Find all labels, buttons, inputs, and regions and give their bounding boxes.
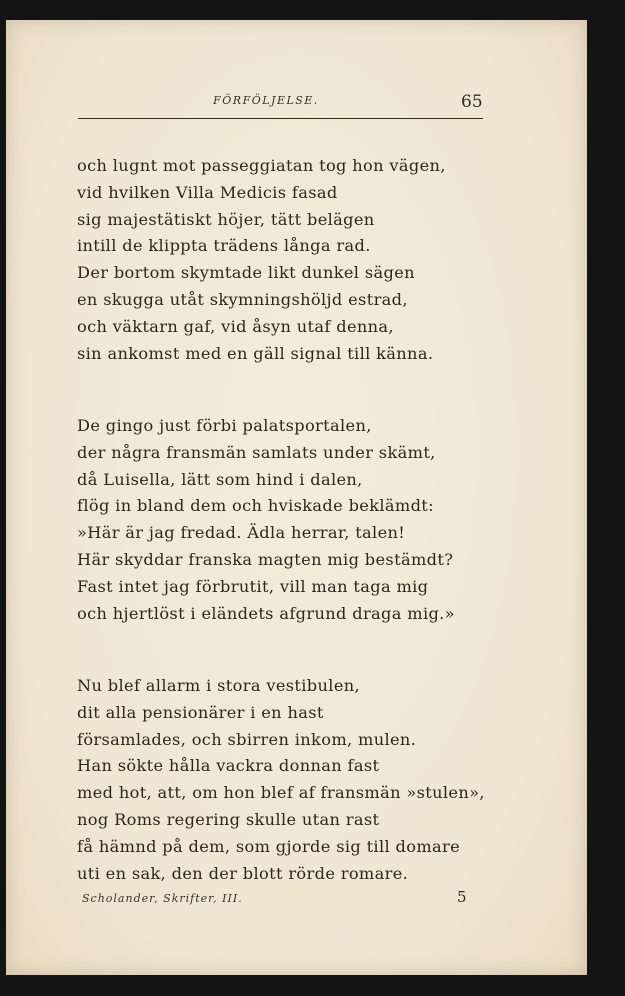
verse-line: sig majestätiskt höjer, tätt belägen (77, 209, 375, 229)
verse-line: Nu blef allarm i stora vestibulen, (77, 676, 361, 695)
verse-line: och lugnt mot passeggiatan tog hon vägen, (77, 156, 446, 175)
verse-line: en skugga utåt skymningshöljd estrad, (77, 289, 408, 309)
footer-signature: Scholander, Skrifter, III. (82, 892, 243, 905)
sheet-signature-mark: 5 (457, 888, 467, 906)
verse-line: Der bortom skymtade likt dunkel sägen (77, 263, 415, 283)
verse-line: sin ankomst med en gäll signal till känna. (77, 343, 434, 363)
verse-line: Här skyddar franska magten mig bestämdt? (77, 549, 454, 569)
stanza-1 (77, 153, 467, 367)
verse-line: församlades, och sbirren inkom, mulen. (77, 729, 417, 749)
running-header-title: FÖRFÖLJELSE. (213, 94, 319, 107)
verse-line: »Här är jag fredad. Ädla herrar, talen! (77, 523, 406, 543)
verse-line: och hjertlöst i eländets afgrund draga mig.» (77, 603, 455, 623)
verse-line: dit alla pensionärer i en hast (77, 702, 324, 722)
verse-line: uti en sak, den der blott rörde romare. (77, 863, 409, 883)
verse-line: flög in bland dem och hviskade beklämdt: (77, 496, 434, 516)
stanza-3 (77, 673, 485, 887)
verse-line: och väktarn gaf, vid åsyn utaf denna, (77, 316, 394, 336)
header-rule (78, 118, 483, 119)
verse-line: nog Roms regering skulle utan rast (77, 809, 380, 829)
verse-line: då Luisella, lätt som hind i dalen, (77, 469, 363, 489)
verse-line: der några fransmän samlats under skämt, (77, 442, 436, 462)
verse-line: De gingo just förbi palatsportalen, (77, 416, 372, 435)
stanza-2 (77, 413, 467, 627)
verse-line: Han sökte hålla vackra donnan fast (77, 756, 380, 776)
verse-line: få hämnd på dem, som gjorde sig till domare (77, 836, 461, 856)
book-page (6, 20, 587, 975)
verse-line: intill de klippta trädens långa rad. (77, 236, 371, 256)
verse-line: Fast intet jag förbrutit, vill man taga mig (77, 576, 429, 596)
page-number: 65 (461, 92, 483, 112)
verse-line: vid hvilken Villa Medicis fasad (77, 182, 338, 202)
verse-line: med hot, att, om hon blef af fransmän »stulen», (77, 783, 485, 803)
